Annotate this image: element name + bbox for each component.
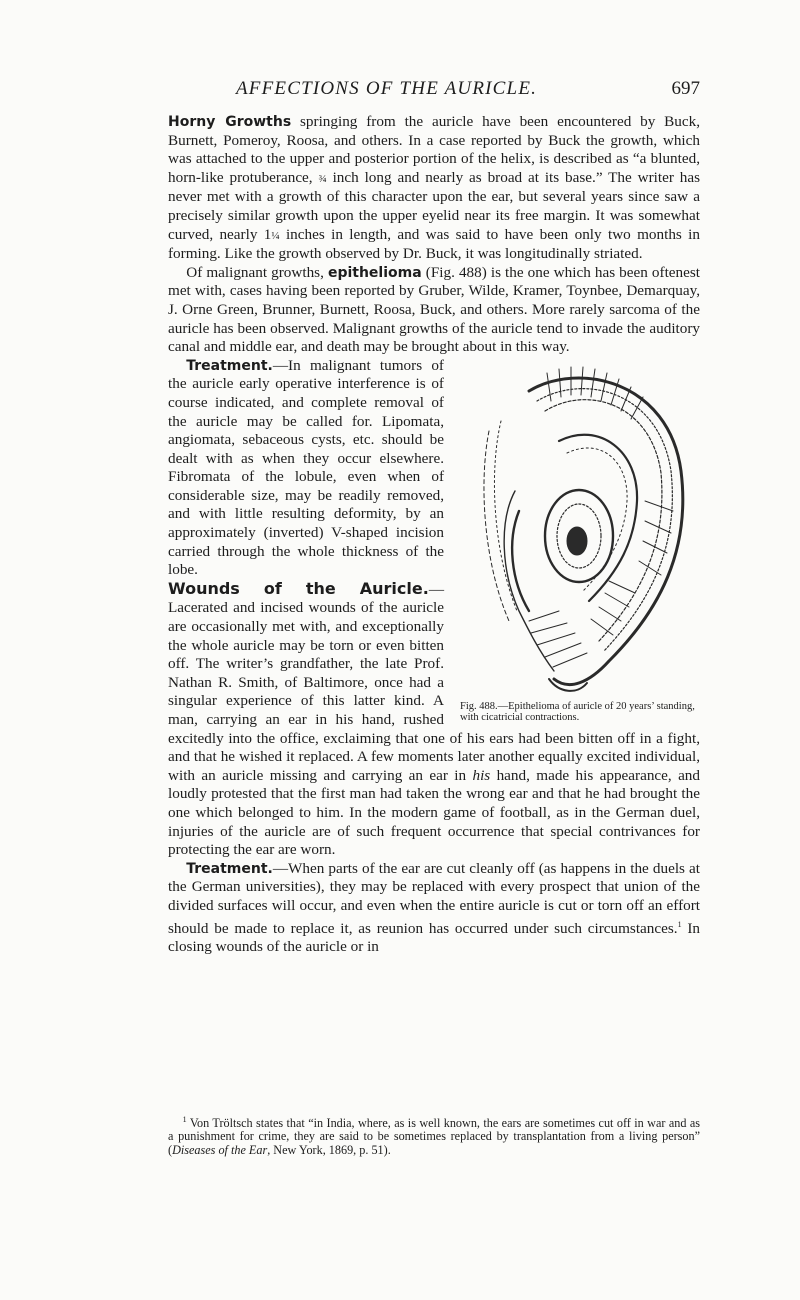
page-header (168, 78, 700, 102)
italic-text: his (472, 766, 491, 784)
paragraph-text: springing from the auricle have been encountered by Buck, Burnett, Pomeroy, Roosa, and others. In a case reported by Buck the growth, which was attached to the upper and posterior portion of the helix, is described as “a blunted, horn-like protuberance, (168, 113, 700, 186)
figure-488 (454, 361, 704, 723)
footnote-text: Von Tröltsch states that “in India, where, as is well known, the ears are sometimes cut off in war and as a punishment for crime, they are said to be sometimes replaced by transplantation from a living person” ( (168, 1116, 700, 1157)
footnote-text: , New York, 1869, p. 51). (267, 1142, 391, 1157)
paragraph-text: (Fig. 488) is the one which has been oftenest met with, cases having been reported by Gruber, Wilde, Kramer, Toynbee, Demarquay, J. Orne Green, Brunner, Burnett, Roosa, Buck, and others. More rarely sarcoma of the auricle has been observed. Malignant growths of the auricle tend to invade the auditory canal and middle ear, and death may be brought about in this way. (168, 263, 700, 356)
body-text (168, 113, 700, 957)
footnote-book-title: Diseases of the Ear (172, 1142, 268, 1157)
ear-engraving-illustration (459, 361, 699, 701)
paragraph-text: Of malignant growths, (186, 263, 328, 281)
footnote-reference: 1 (677, 919, 682, 929)
paragraph-text: —In malignant tumors of the auricle early operative interference is of course indicated, and complete removal of the auricle may be called for. Lipomata, angiomata, sebaceous cysts, etc. should be dealt with as when they occur elsewhere. Fibromata of the lobule, even when of considerable size, may be readily removed, and with little resulting deformity, by an approximately (inverted) V-shaped incision carried through the whole thickness of the lobe. (168, 356, 444, 579)
section-heading-wounds-of-the-auricle: Wounds of the Auricle. (168, 578, 429, 598)
paragraph-text: hand, made his appearance, and loudly protested that the first man had taken the wrong ear and that he had brought the one which belonged to him. In the modern game of football, as in the German duel, injuries of the auricle are of such frequent occurrence that special contrivances for protecting the ear are worn. (168, 766, 700, 859)
paragraph-text: inches in length, and was said to have been only two months in forming. Like the growth observed by Dr. Buck, it was longitudinally striated. (168, 225, 700, 263)
term-epithelioma: epithelioma (327, 264, 422, 281)
section-heading-treatment: Treatment. (186, 357, 273, 374)
paragraph-treatment-wounds (168, 860, 700, 957)
footnotes (168, 1113, 700, 1157)
fraction: ¼ (271, 229, 280, 242)
paragraph-horny-growths (168, 113, 700, 264)
paragraph-text: In closing wounds of the auricle or in (168, 919, 700, 956)
fraction: ¾ (318, 172, 327, 185)
figure-caption: Fig. 488.—Epithelioma of auricle of 20 years’ standing, with cicatricial contractions. (460, 700, 695, 723)
paragraph-text: —When parts of the ear are cut cleanly off (as happens in the duels at the German universities), they may be replaced with every prospect that union of the divided surfaces will occur, and even when the entire auricle is cut or torn off an effort should be made to replace it, as reunion has occurred under such circumstances. (168, 859, 700, 937)
section-heading-treatment: Treatment. (186, 860, 273, 877)
page-number: 697 (671, 78, 700, 99)
paragraph-text: —Lacerated and incised wounds of the auricle are occasionally met with, and exceptionally the whole auricle may be torn or even bitten off. The writer’s grandfather, the late Prof. Nathan R. Smith, of Baltimore, once had a singular experience of this latter kind. A man, carrying an ear in his hand, rushed excitedly into the office, exclaiming that one of his ears had been bitten off in a fight, and that he wished it replaced. A few moments later another equally excited individual, with an auricle missing and carrying an ear in (168, 580, 700, 784)
running-head: AFFECTIONS OF THE AURICLE. (236, 78, 538, 99)
section-heading-horny-growths: Horny Growths (168, 114, 292, 130)
paragraph-malignant-growths (168, 264, 700, 357)
paragraph-text: inch long and nearly as broad at its base.” The writer has never met with a growth of this character upon the ear, but several years since saw a precisely similar growth upon the upper eyelid near its free margin. It was somewhat curved, nearly 1 (168, 168, 701, 243)
footnote-marker: 1 (182, 1115, 187, 1124)
footnote-1 (168, 1113, 700, 1157)
